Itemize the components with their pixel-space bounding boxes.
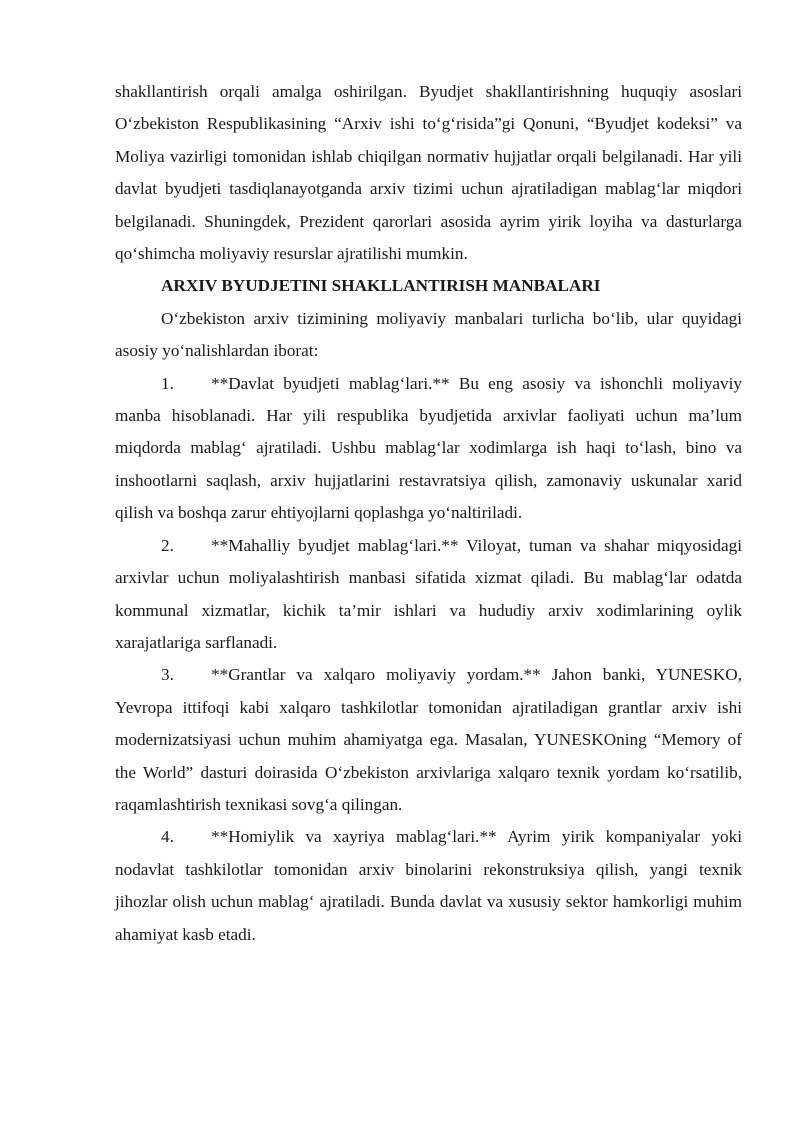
lead-paragraph: O‘zbekiston arxiv tizimining moliyaviy manbalari turlicha bo‘lib, ular quyidagi asosiy yo‘nalishlardan iborat: <box>115 308 742 361</box>
list-item-number: 1. <box>161 373 174 393</box>
intro-paragraph: shakllantirish orqali amalga oshirilgan. Byudjet shakllantirishning huquqiy asoslari O‘zbekiston Respublikasining “Arxiv ishi to‘g‘risida”gi Qonuni, “Byudjet kodeksi” va Moliya vazirligi tomonidan ishlab chiqilgan normativ hujjatlar orqali belgilanadi. Har yili davlat byudjeti tasdiqlanayotganda arxiv tizimi uchun ajratiladigan mablag‘lar miqdori belgilanadi. Shuningdek, Prezident qarorlari asosida ayrim yirik loyiha va dasturlarga qo‘shimcha moliyaviy resurslar ajratilishi mumkin. <box>115 82 742 264</box>
list-item-number: 2. <box>161 535 174 555</box>
list-item-number: 4. <box>161 827 174 847</box>
list-item-text: **Mahalliy byudjet mablag‘lari.** Viloyat, tuman va shahar miqyosidagi arxivlar uchun moliyalashtirish manbasi sifatida xizmat qiladi. Bu mablag‘lar odatda kommunal xizmatlar, kichik ta’mir ishlari va hududiy arxiv xodimlarining oylik xarajatlariga sarflanadi. <box>115 535 742 652</box>
list-item-number: 3. <box>161 665 174 685</box>
list-item-text: **Homiylik va xayriya mablag‘lari.** Ayrim yirik kompaniyalar yoki nodavlat tashkilotlar tomonidan arxiv binolarini rekonstruksiya qilish, yangi texnik jihozlar olish uchun mablag‘ ajratiladi. Bunda davlat va xususiy sektor hamkorligi muhim ahamiyat kasb etadi. <box>115 827 742 944</box>
list-item <box>115 659 742 821</box>
list-item-text: **Davlat byudjeti mablag‘lari.** Bu eng asosiy va ishonchli moliyaviy manba hisoblanadi. Har yili respublika byudjetida arxivlar faoliyati uchun ma’lum miqdorda mablag‘ ajratiladi. Ushbu mablag‘lar xodimlarga ish haqi to‘lash, bino va inshootlarni saqlash, arxiv hujjatlarini restavratsiya qilish, zamonaviy uskunalar xarid qilish va boshqa zarur ehtiyojlarni qoplashga yo‘naltiriladi. <box>115 373 742 523</box>
list-item <box>115 530 742 660</box>
document-body <box>115 76 742 951</box>
list-item-text: **Grantlar va xalqaro moliyaviy yordam.** Jahon banki, YUNESKO, Yevropa ittifoqi kabi xalqaro tashkilotlar tomonidan ajratiladigan grantlar arxiv ishi modernizatsiyasi uchun muhim ahamiyatga ega. Masalan, YUNESKOning “Memory of the World” dasturi doirasida O‘zbekiston arxivlariga xalqaro texnik yordam ko‘rsatilib, raqamlashtirish texnikasi sovg‘a qilingan. <box>115 665 742 814</box>
list-item <box>115 368 742 530</box>
section-heading: ARXIV BYUDJETINI SHAKLLANTIRISH MANBALARI <box>161 276 601 296</box>
list-item <box>115 821 742 951</box>
